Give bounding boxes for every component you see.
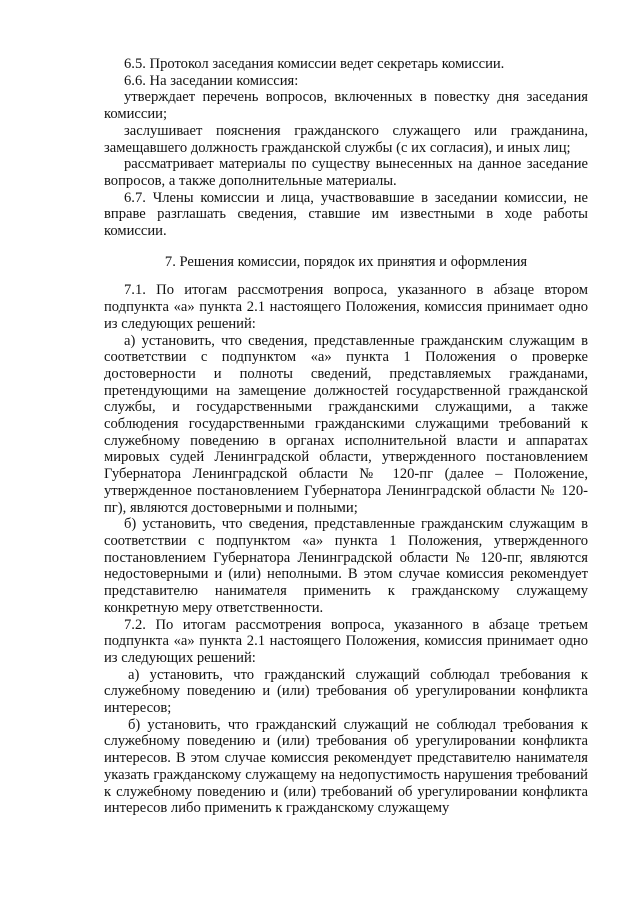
paragraph-7-2-b: б) установить, что гражданский служащий не соблюдал требования к служебному поведению и (или) требования об урегулировании конфликта интересов. В этом случае комиссия рекомендует представителю нанимателя указать гражданскому служащему на недопустимость нарушения требований к служебному поведению и (или) требований об урегулировании конфликта интересов либо применить к гражданскому служащему	[104, 716, 588, 817]
paragraph-7-1: 7.1. По итогам рассмотрения вопроса, указанного в абзаце втором подпункта «а» пункта 2.1 настоящего Положения, комиссия принимает одно из следующих решений:	[104, 282, 588, 332]
paragraph-6-6: 6.6. На заседании комиссия:	[124, 72, 299, 89]
document-body	[104, 56, 588, 817]
paragraph-6-6-item-3: рассматривает материалы по существу вынесенных на данное заседание вопросов, а также дополнительные материалы.	[104, 156, 588, 189]
paragraph-6-7: 6.7. Члены комиссии и лица, участвовавшие в заседании комиссии, не вправе разглашать сведения, ставшие им известными в ходе работы комиссии.	[104, 189, 588, 240]
paragraph-6-5: 6.5. Протокол заседания комиссии ведет секретарь комиссии.	[124, 56, 505, 72]
paragraph-7-2: 7.2. По итогам рассмотрения вопроса, указанного в абзаце третьем подпункта «а» пункта 2.1 настоящего Положения, комиссия принимает одно из следующих решений:	[104, 616, 588, 666]
paragraph-6-6-item-2: заслушивает пояснения гражданского служащего или гражданина, замещавшего должность гражданской службы (с их согласия), и иных лиц;	[104, 122, 588, 156]
paragraph-7-1-b: б) установить, что сведения, представленные гражданским служащим в соответствии с подпунктом «а» пункта 1 Положения, утвержденного постановлением Губернатора Ленинградской области № 120-пг, являются недостоверными и (или) неполными. В этом случае комиссия рекомендует представителю нанимателя применить к гражданскому служащему конкретную меру ответственности.	[104, 516, 588, 616]
paragraph-7-1-a: а) установить, что сведения, представленные гражданским служащим в соответствии с подпунктом «а» пункта 1 Положения о проверке достоверности и полноты сведений, представляемых гражданами, претендующими на замещение должностей государственной гражданской службы, и государственными гражданскими служащими, а также соблюдения государственными гражданскими служащими требований к служебному поведению в органах исполнительной власти и аппаратах мировых судей Ленинградской области, утвержденного постановлением Губернатора Ленинградской области № 120-пг (далее – Положение, утвержденное постановлением Губернатора Ленинградской области № 120-пг), являются достоверными и полными;	[104, 332, 588, 516]
paragraph-7-2-a: а) установить, что гражданский служащий соблюдал требования к служебному поведению и (или) требования об урегулировании конфликта интересов;	[104, 666, 588, 717]
section-7-heading: 7. Решения комиссии, порядок их принятия и оформления	[164, 253, 528, 270]
paragraph-6-6-item-1: утверждает перечень вопросов, включенных в повестку дня заседания комиссии;	[104, 89, 588, 123]
